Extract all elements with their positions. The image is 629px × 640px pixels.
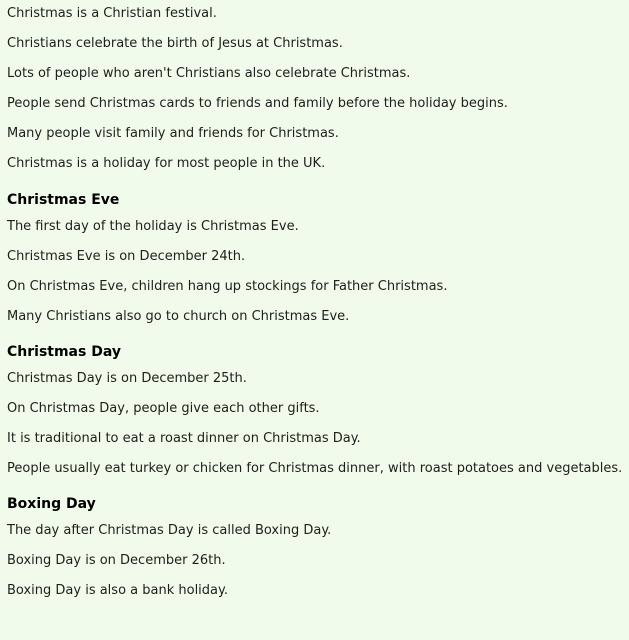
christmas-day-heading: Christmas Day — [7, 344, 121, 360]
intro-line: Christmas is a Christian festival. — [7, 6, 217, 21]
christmas-eve-line: Christmas Eve is on December 24th. — [7, 249, 246, 264]
article-body — [7, 0, 623, 606]
christmas-eve-line: Many Christians also go to church on Christmas Eve. — [7, 309, 350, 324]
boxing-day-line: The day after Christmas Day is called Boxing Day. — [7, 523, 332, 538]
boxing-day-line: Boxing Day is also a bank holiday. — [7, 583, 228, 598]
intro-line: Lots of people who aren't Christians also celebrate Christmas. — [7, 66, 411, 81]
christmas-eve-heading: Christmas Eve — [7, 192, 120, 208]
christmas-day-line: On Christmas Day, people give each other gifts. — [7, 401, 320, 416]
christmas-eve-section — [7, 188, 623, 332]
christmas-day-line: It is traditional to eat a roast dinner on Christmas Day. — [7, 431, 361, 446]
christmas-eve-line: On Christmas Eve, children hang up stockings for Father Christmas. — [7, 279, 448, 294]
intro-line: Christians celebrate the birth of Jesus at Christmas. — [7, 36, 343, 51]
christmas-day-line: Christmas Day is on December 25th. — [7, 371, 247, 386]
intro-section — [7, 0, 623, 179]
boxing-day-section — [7, 492, 623, 606]
intro-line: Christmas is a holiday for most people in the UK. — [7, 156, 326, 171]
intro-line: People send Christmas cards to friends and family before the holiday begins. — [7, 96, 508, 111]
boxing-day-line: Boxing Day is on December 26th. — [7, 553, 226, 568]
christmas-day-line: People usually eat turkey or chicken for Christmas dinner, with roast potatoes and vegetables. — [7, 461, 623, 476]
christmas-eve-line: The first day of the holiday is Christmas Eve. — [7, 219, 299, 234]
christmas-day-section — [7, 340, 623, 484]
intro-line: Many people visit family and friends for Christmas. — [7, 126, 339, 141]
boxing-day-heading: Boxing Day — [7, 496, 96, 512]
